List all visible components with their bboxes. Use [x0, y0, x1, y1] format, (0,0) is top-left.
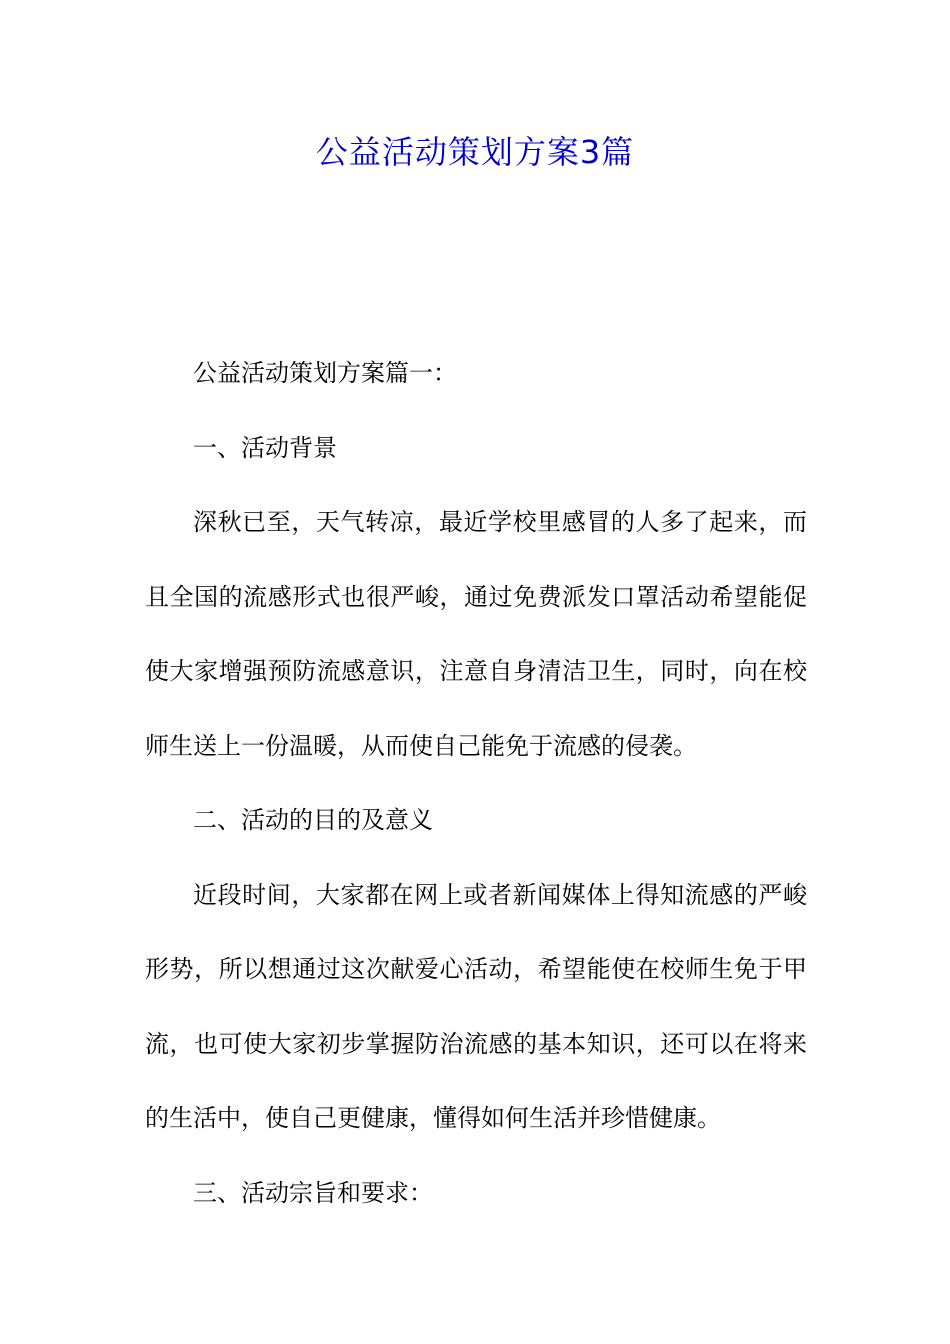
- document-title: 公益活动策划方案3篇: [315, 133, 635, 171]
- section-heading-purpose: 二、活动的目的及意义: [193, 806, 433, 834]
- paragraph-background: 深秋已至，天气转凉，最近学校里感冒的人多了起来，而且全国的流感形式也很严峻，通过免费派发口罩活动希望能促使大家增强预防流感意识，注意自身清洁卫生，同时，向在校师生送上一份温暖，从而使自己能免于流感的侵袭。: [145, 508, 807, 760]
- section-heading-requirements: 三、活动宗旨和要求：: [193, 1178, 433, 1207]
- paragraph-purpose: 近段时间，大家都在网上或者新闻媒体上得知流感的严峻形势，所以想通过这次献爱心活动，希望能使在校师生免于甲流，也可使大家初步掌握防治流感的基本知识，还可以在将来的生活中，使自己更健康，懂得如何生活并珍惜健康。: [145, 880, 807, 1132]
- section-heading-part-one: 公益活动策划方案篇一：: [193, 359, 457, 387]
- section-heading-background: 一、活动背景: [193, 433, 337, 462]
- document-body: [145, 336, 807, 1230]
